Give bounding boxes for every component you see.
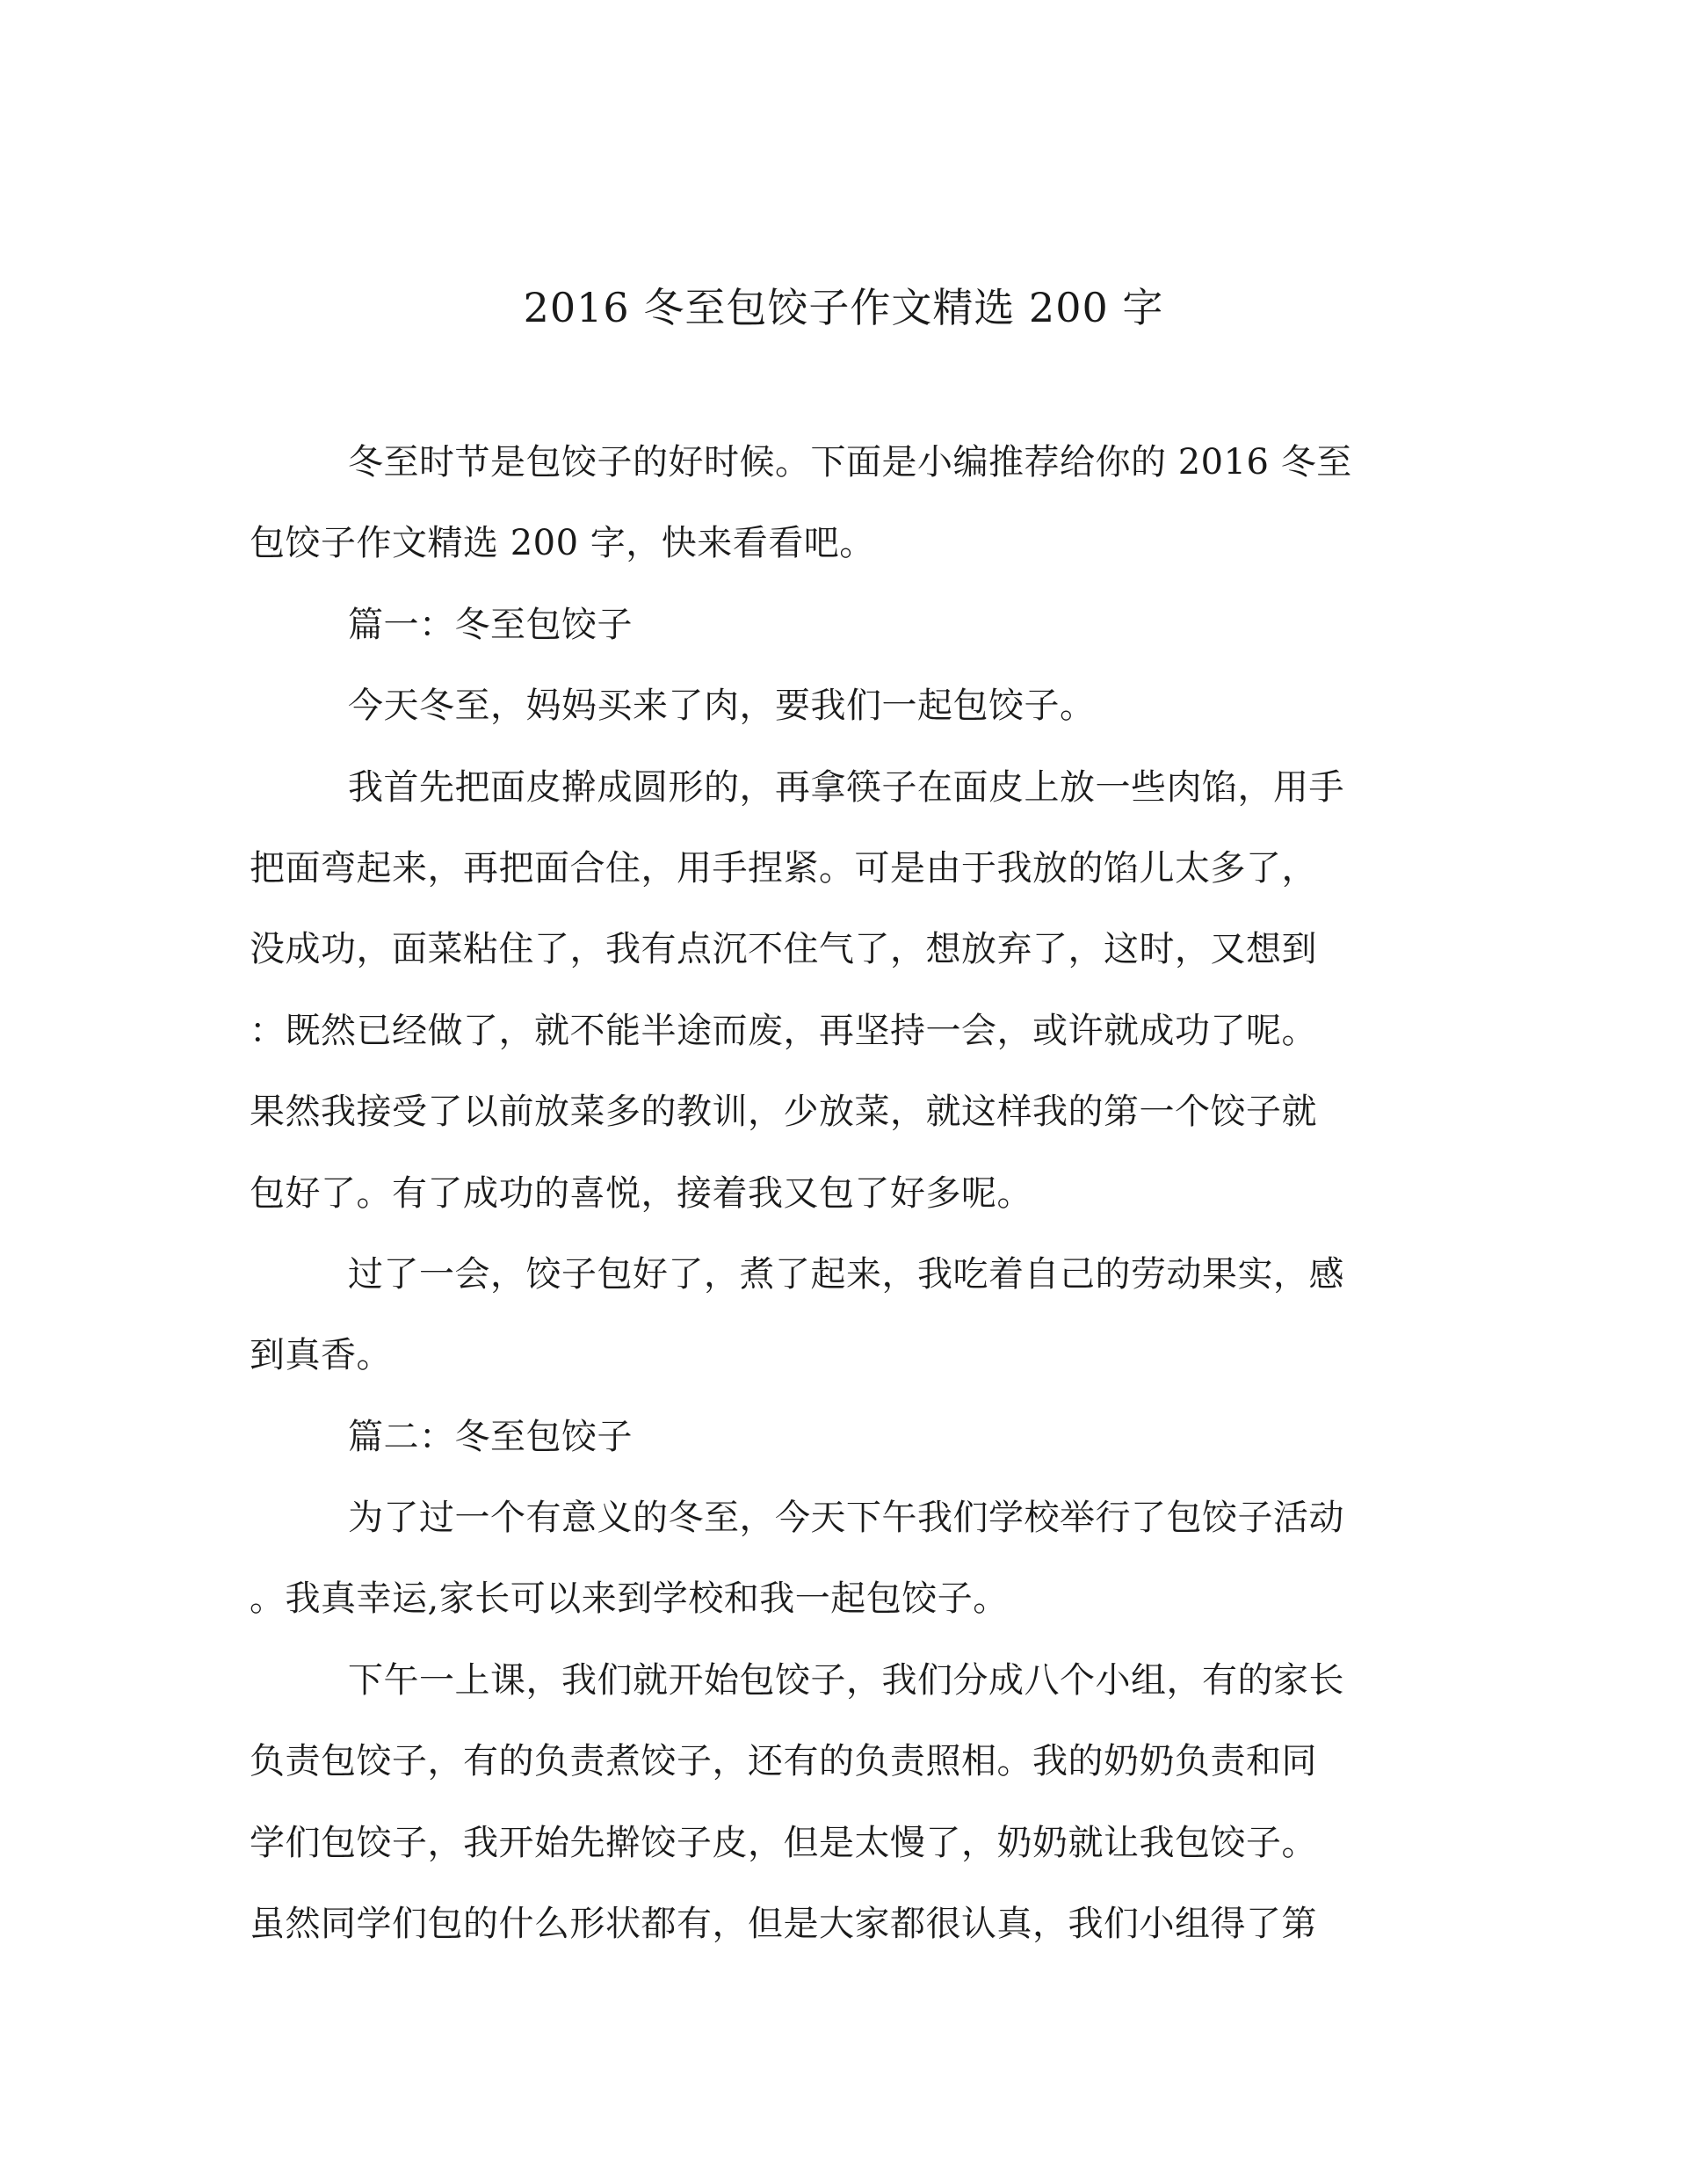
text-line: 今天冬至，妈妈买来了肉，要我们一起包饺子。: [348, 686, 1096, 727]
text-line: 我首先把面皮擀成圆形的，再拿筷子在面皮上放一些肉馅，用手: [348, 766, 1344, 808]
document-body: [250, 436, 1427, 1978]
text-line: 学们包饺子，我开始先擀饺子皮，但是太慢了，奶奶就让我包饺子。: [250, 1822, 1317, 1863]
page-title: 2016 冬至包饺子作文精选 200 字: [523, 284, 1164, 331]
text-line: 下午一上课，我们就开始包饺子，我们分成八个小组，有的家长: [348, 1659, 1344, 1701]
text-line: 虽然同学们包的什么形状都有，但是大家都很认真，我们小组得了第: [250, 1904, 1317, 1945]
text-line: 冬至时节是包饺子的好时候。下面是小编推荐给你的 2016 冬至: [348, 442, 1352, 483]
text-line: 没成功，面菜粘住了，我有点沉不住气了，想放弃了，这时，又想到: [250, 929, 1317, 970]
section-heading: 篇一：冬至包饺子: [348, 604, 633, 645]
text-line: 过了一会，饺子包好了，煮了起来，我吃着自己的劳动果实，感: [348, 1253, 1344, 1295]
text-line: 。我真幸运,家长可以来到学校和我一起包饺子。: [250, 1578, 1009, 1620]
text-line: 果然我接受了以前放菜多的教训，少放菜，就这样我的第一个饺子就: [250, 1092, 1317, 1133]
text-line: 包好了。有了成功的喜悦，接着我又包了好多呢。: [250, 1172, 1032, 1214]
text-line: 为了过一个有意义的冬至，今天下午我们学校举行了包饺子活动: [348, 1498, 1344, 1539]
text-line: 把面弯起来，再把面合住，用手捏紧。可是由于我放的馅儿太多了，: [250, 847, 1317, 889]
text-line: ：既然已经做了，就不能半途而废，再坚持一会，或许就成功了呢。: [250, 1010, 1317, 1051]
text-line: 负责包饺子，有的负责煮饺子，还有的负责照相。我的奶奶负责和同: [250, 1741, 1317, 1782]
text-line: 到真香。: [250, 1335, 392, 1376]
text-line: 包饺子作文精选 200 字，快来看看吧。: [250, 523, 875, 564]
section-heading: 篇二：冬至包饺子: [348, 1416, 633, 1457]
